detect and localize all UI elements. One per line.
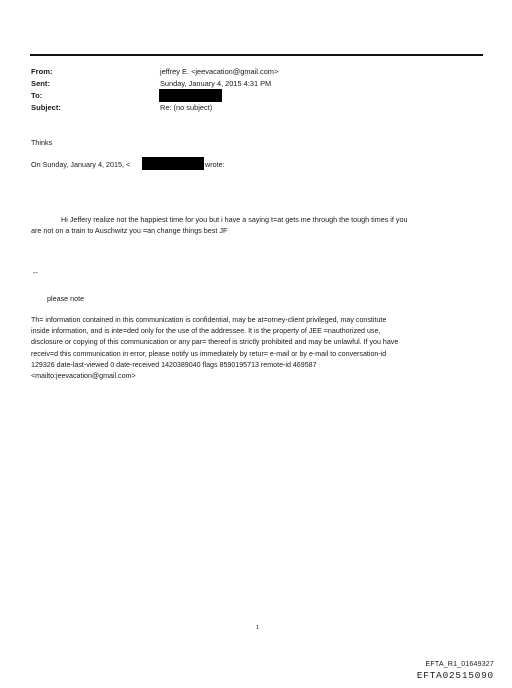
message-line-1: Hi Jeffery realize not the happiest time for you but i have a saying t=at gets me through the tough times if you <box>61 215 408 224</box>
page-number: 1 <box>256 625 260 631</box>
disclaimer <box>31 315 481 382</box>
redaction-recipient <box>159 89 222 102</box>
please-note: please note <box>47 294 85 303</box>
signature-separator: -- <box>33 268 38 277</box>
quote-prefix: On Sunday, January 4, 2015, < <box>31 160 131 169</box>
sent-value: Sunday, January 4, 2015 4:31 PM <box>160 79 272 88</box>
redaction-sender <box>142 157 204 170</box>
to-label: To: <box>31 91 43 100</box>
subject-label: Subject: <box>31 103 61 112</box>
disclaimer-line: inside information, and is inte=ded only for the use of the addressee. It is the property of JEE =nauthorized use, <box>31 327 381 336</box>
quote-suffix: wrote: <box>205 160 225 169</box>
from-label: From: <box>31 67 53 76</box>
bates-number-secondary: EFTA02515090 <box>416 670 494 681</box>
disclaimer-link[interactable]: <mailto:jeevacation@gmail.com> <box>31 372 136 381</box>
sent-label: Sent: <box>31 79 50 88</box>
from-value: jeffrey E. <jeevacation@gmail.com> <box>160 67 279 76</box>
message-line-2: are not on a train to Auschwitz you =an change things best JF <box>31 226 228 235</box>
disclaimer-line: receiv=d this communication in error, please notify us immediately by retur= e-mail or by e-mail to conversation-id <box>31 349 387 358</box>
subject-value: Re: (no subject) <box>160 103 213 112</box>
disclaimer-line: 129326 date-last-viewed 0 date-received 1420389040 flags 8590195713 remote-id 469587 <box>31 360 317 369</box>
disclaimer-line: Th= information contained in this communication is confidential, may be at=orney-client privileged, may constitute <box>31 316 387 324</box>
bates-number-primary: EFTA_R1_01649327 <box>425 661 494 668</box>
header-rule <box>30 54 483 56</box>
disclaimer-line: disclosure or copying of this communication or any par= thereof is strictly prohibited and may be unlawful. If you have <box>31 338 399 347</box>
reply-greeting: Thinks <box>31 138 53 147</box>
quote-intro <box>31 160 130 169</box>
